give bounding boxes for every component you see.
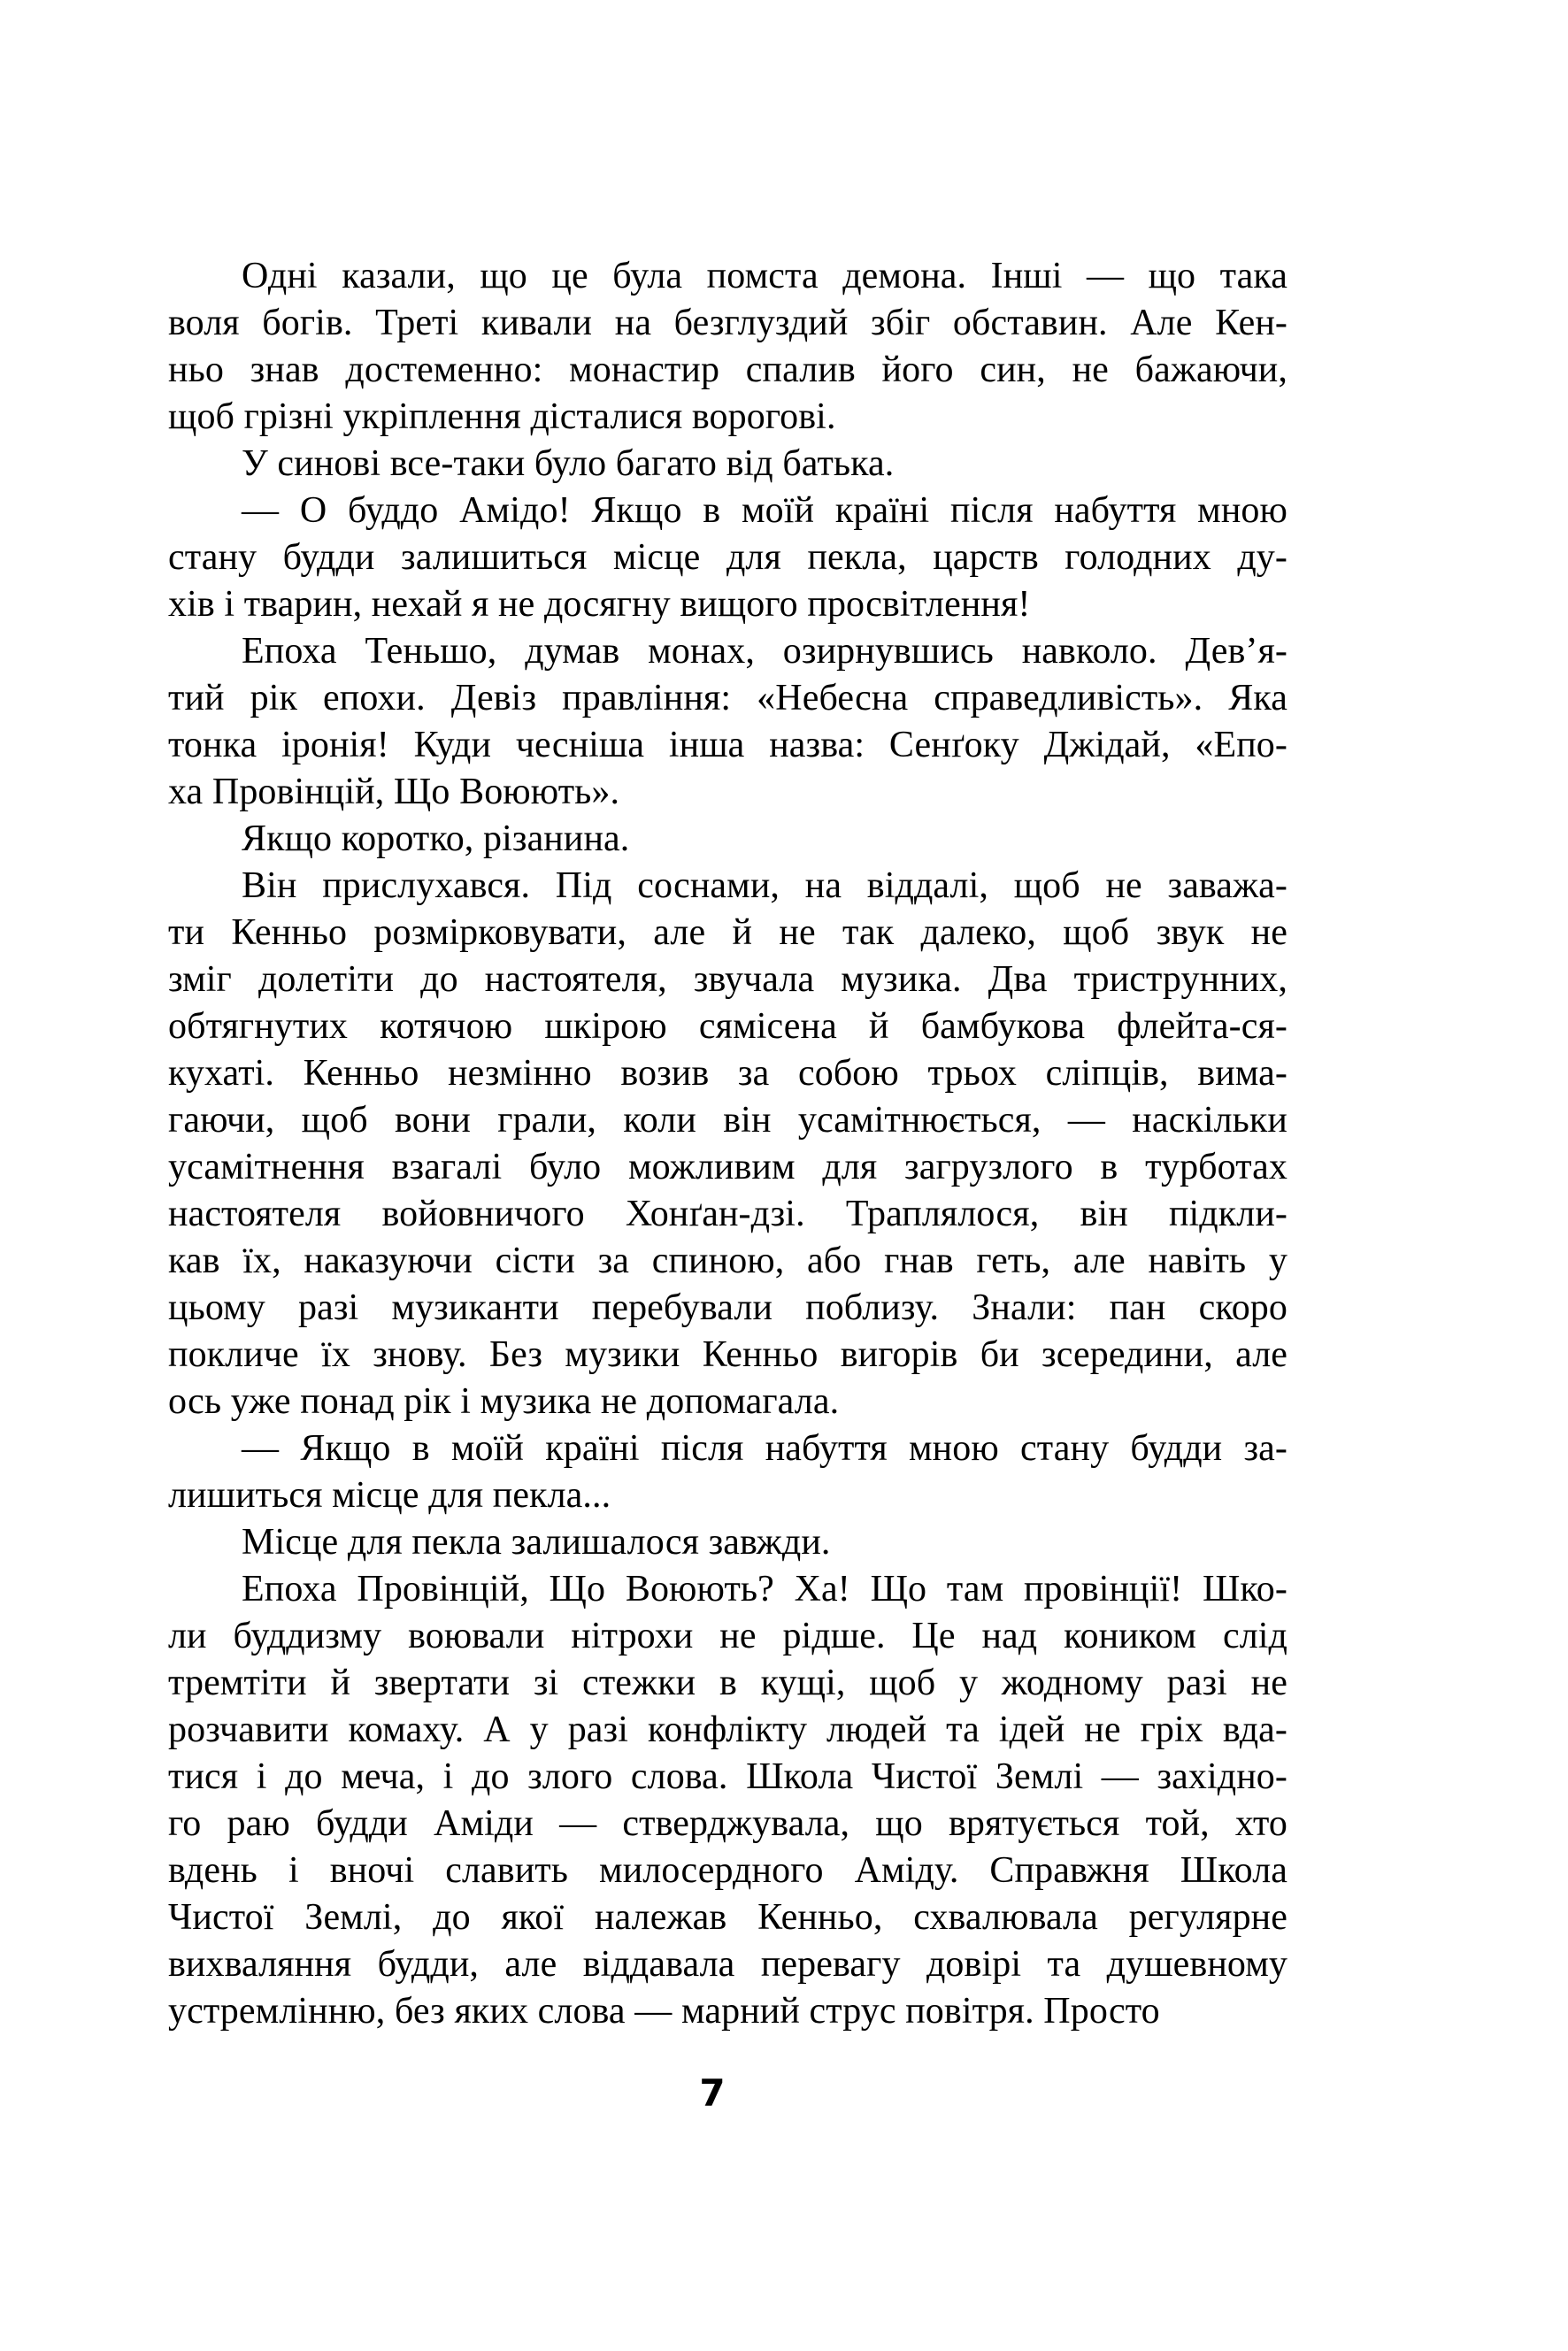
text-line: Епоха Теньшо, думав монах, озирнувшись навколо. Дев’я- <box>242 631 1287 672</box>
text-line: лишиться місце для пекла... <box>168 1475 611 1516</box>
page-number: 7 <box>699 2071 726 2115</box>
text-line: гаючи, щоб вони грали, коли він усамітнюється, — наскільки <box>168 1100 1287 1141</box>
text-line: вдень і вночі славить милосердного Аміду. Справжня Школа <box>168 1850 1287 1891</box>
text-line: — О буддо Амідо! Якщо в моїй країні після набуття мною <box>242 490 1287 531</box>
text-line: кав їх, наказуючи сісти за спиною, або гнав геть, але навіть у <box>168 1241 1287 1281</box>
text-line: тремтіти й звертати зі стежки в кущі, щоб у жодному разі не <box>168 1663 1287 1703</box>
text-line: Чистої Землі, до якої належав Кенньо, схвалювала регулярне <box>168 1897 1287 1938</box>
paragraph <box>168 253 1287 441</box>
text-line: покличе їх знову. Без музики Кенньо вигорів би зсередини, але <box>168 1334 1287 1375</box>
text-line: усамітнення взагалі було можливим для загрузлого в турботах <box>168 1147 1287 1187</box>
text-line: вихваляння будди, але віддавала перевагу довірі та душевному <box>168 1944 1287 1985</box>
paragraph <box>168 1566 1287 2035</box>
paragraph <box>168 628 1287 816</box>
text-line: У синові все-таки було багато від батька. <box>242 443 895 484</box>
text-line: хів і тварин, нехай я не досягну вищого просвітлення! <box>168 584 1031 625</box>
paragraph <box>168 1425 1287 1519</box>
text-line: Він прислухався. Під соснами, на віддалі, щоб не заважа- <box>242 865 1287 906</box>
text-line: тий рік епохи. Девіз правління: «Небесна справедливість». Яка <box>168 678 1287 718</box>
paragraph <box>168 816 1287 863</box>
text-line: Місце для пекла залишалося завжди. <box>242 1522 831 1563</box>
text-line: ли буддизму воювали нітрохи не рідше. Це над коником слід <box>168 1616 1287 1656</box>
paragraph <box>168 1519 1287 1566</box>
text-line: Якщо коротко, різанина. <box>242 818 630 859</box>
text-line: — Якщо в моїй країні після набуття мною стану будди за- <box>242 1428 1287 1469</box>
text-line: обтягнутих котячою шкірою сямісена й бамбукова флейта-ся- <box>168 1006 1287 1047</box>
text-line: цьому разі музиканти перебували поблизу. Знали: пан скоро <box>168 1287 1287 1328</box>
text-line: зміг долетіти до настоятеля, звучала музика. Два триструнних, <box>168 959 1287 1000</box>
paragraph <box>168 863 1287 1425</box>
text-line: настоятеля войовничого Хонґан-дзі. Траплялося, він підкли- <box>168 1194 1287 1234</box>
text-line: ньо знав достеменно: монастир спалив його син, не бажаючи, <box>168 350 1287 390</box>
text-line: ось уже понад рік і музика не допомагала. <box>168 1381 840 1422</box>
text-line: щоб грізні укріплення дісталися ворогові. <box>168 396 836 437</box>
text-line: тонка іронія! Куди чесніша інша назва: Сенґоку Джідай, «Епо- <box>168 725 1287 765</box>
text-line: го раю будди Аміди — стверджувала, що врятується той, хто <box>168 1803 1287 1844</box>
text-line: Епоха Провінцій, Що Воюють? Ха! Що там провінції! Шко- <box>242 1569 1287 1610</box>
text-line: тися і до меча, і до злого слова. Школа Чистої Землі — західно- <box>168 1756 1287 1797</box>
text-line: кухаті. Кенньо незмінно возив за собою трьох сліпців, вима- <box>168 1053 1287 1094</box>
text-line: воля богів. Треті кивали на безглуздий збіг обставин. Але Кен- <box>168 303 1287 343</box>
text-line: ха Провінцій, Що Воюють». <box>168 772 620 812</box>
text-line: ти Кенньо розмірковувати, але й не так далеко, щоб звук не <box>168 912 1287 953</box>
paragraph <box>168 488 1287 628</box>
text-line: стану будди залишиться місце для пекла, царств голодних ду- <box>168 537 1287 578</box>
text-line: Одні казали, що це була помста демона. Інші — що така <box>242 256 1287 296</box>
text-line: устремлінню, без яких слова — марний струс повітря. Просто <box>168 1991 1160 2032</box>
body-text <box>168 253 1287 2035</box>
text-line: розчавити комаху. А у разі конфлікту людей та ідей не гріх вда- <box>168 1709 1287 1750</box>
paragraph <box>168 441 1287 488</box>
